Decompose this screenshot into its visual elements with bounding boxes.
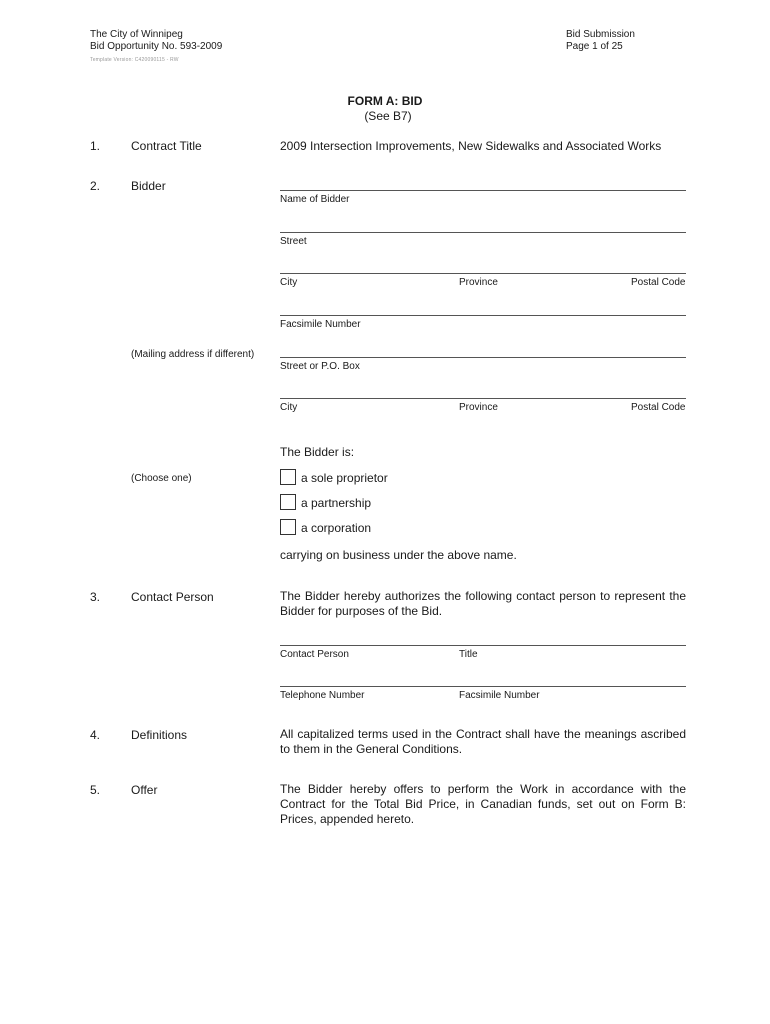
header-bid-opportunity: Bid Opportunity No. 593-2009 xyxy=(90,41,223,52)
section-3-label: Contact Person xyxy=(131,590,214,604)
contact-person-authorization-text: The Bidder hereby authorizes the following contact person to represent the Bidder for purposes of the Bid. xyxy=(280,589,686,618)
name-of-bidder-label: Name of Bidder xyxy=(280,194,350,205)
mailing-city-label: City xyxy=(280,402,298,413)
section-2-label: Bidder xyxy=(131,179,166,193)
form-subtitle: (See B7) xyxy=(364,109,412,123)
telephone-facsimile-line[interactable] xyxy=(280,686,686,687)
contact-person-title-line[interactable] xyxy=(280,645,686,646)
definitions-text: All capitalized terms used in the Contract shall have the meanings ascribed to them in the General Conditions. xyxy=(280,727,686,756)
offer-text: The Bidder hereby offers to perform the Work in accordance with the Contract for the Total Bid Price, in Canadian funds, set out on Form B: Prices, appended hereto. xyxy=(280,782,686,826)
section-5-number: 5. xyxy=(90,783,101,797)
telephone-number-label: Telephone Number xyxy=(280,690,365,701)
street-po-label: Street or P.O. Box xyxy=(280,361,360,372)
choose-one-note: (Choose one) xyxy=(131,473,192,484)
facsimile-label: Facsimile Number xyxy=(280,319,361,330)
street-po-line[interactable] xyxy=(280,357,686,358)
title-field-label: Title xyxy=(459,649,478,660)
section-1-number: 1. xyxy=(90,139,101,153)
sole-proprietor-checkbox[interactable] xyxy=(280,469,296,485)
facsimile-line[interactable] xyxy=(280,315,686,316)
mailing-postal-code-label: Postal Code xyxy=(631,402,686,413)
partnership-label: a partnership xyxy=(301,496,372,510)
contact-facsimile-label: Facsimile Number xyxy=(459,690,540,701)
section-1-label: Contract Title xyxy=(131,139,202,153)
corporation-checkbox[interactable] xyxy=(280,519,296,535)
sole-proprietor-label: a sole proprietor xyxy=(301,471,388,485)
header-bid-submission: Bid Submission xyxy=(566,29,635,40)
template-version: Template Version: C420090115 - RW xyxy=(90,57,179,63)
section-4-number: 4. xyxy=(90,728,101,742)
mailing-city-province-postal-line[interactable] xyxy=(280,398,686,399)
bidder-is-label: The Bidder is: xyxy=(280,445,355,459)
name-of-bidder-line[interactable] xyxy=(280,190,686,191)
contact-person-field-label: Contact Person xyxy=(280,649,349,660)
mailing-address-note: (Mailing address if different) xyxy=(131,349,255,360)
postal-code-label: Postal Code xyxy=(631,277,686,288)
street-label: Street xyxy=(280,236,307,247)
corporation-label: a corporation xyxy=(301,521,372,535)
section-2-number: 2. xyxy=(90,179,101,193)
section-3-number: 3. xyxy=(90,590,101,604)
mailing-province-label: Province xyxy=(459,402,498,413)
street-line[interactable] xyxy=(280,232,686,233)
province-label: Province xyxy=(459,277,498,288)
section-5-label: Offer xyxy=(131,783,158,797)
partnership-checkbox[interactable] xyxy=(280,494,296,510)
city-province-postal-line[interactable] xyxy=(280,273,686,274)
carrying-on-business-text: carrying on business under the above name. xyxy=(280,548,517,562)
section-4-label: Definitions xyxy=(131,728,188,742)
form-title: FORM A: BID xyxy=(347,94,423,108)
contract-title-value: 2009 Intersection Improvements, New Sidewalks and Associated Works xyxy=(280,139,662,153)
city-label: City xyxy=(280,277,298,288)
header-city: The City of Winnipeg xyxy=(90,29,183,40)
header-page-number: Page 1 of 25 xyxy=(566,41,623,52)
